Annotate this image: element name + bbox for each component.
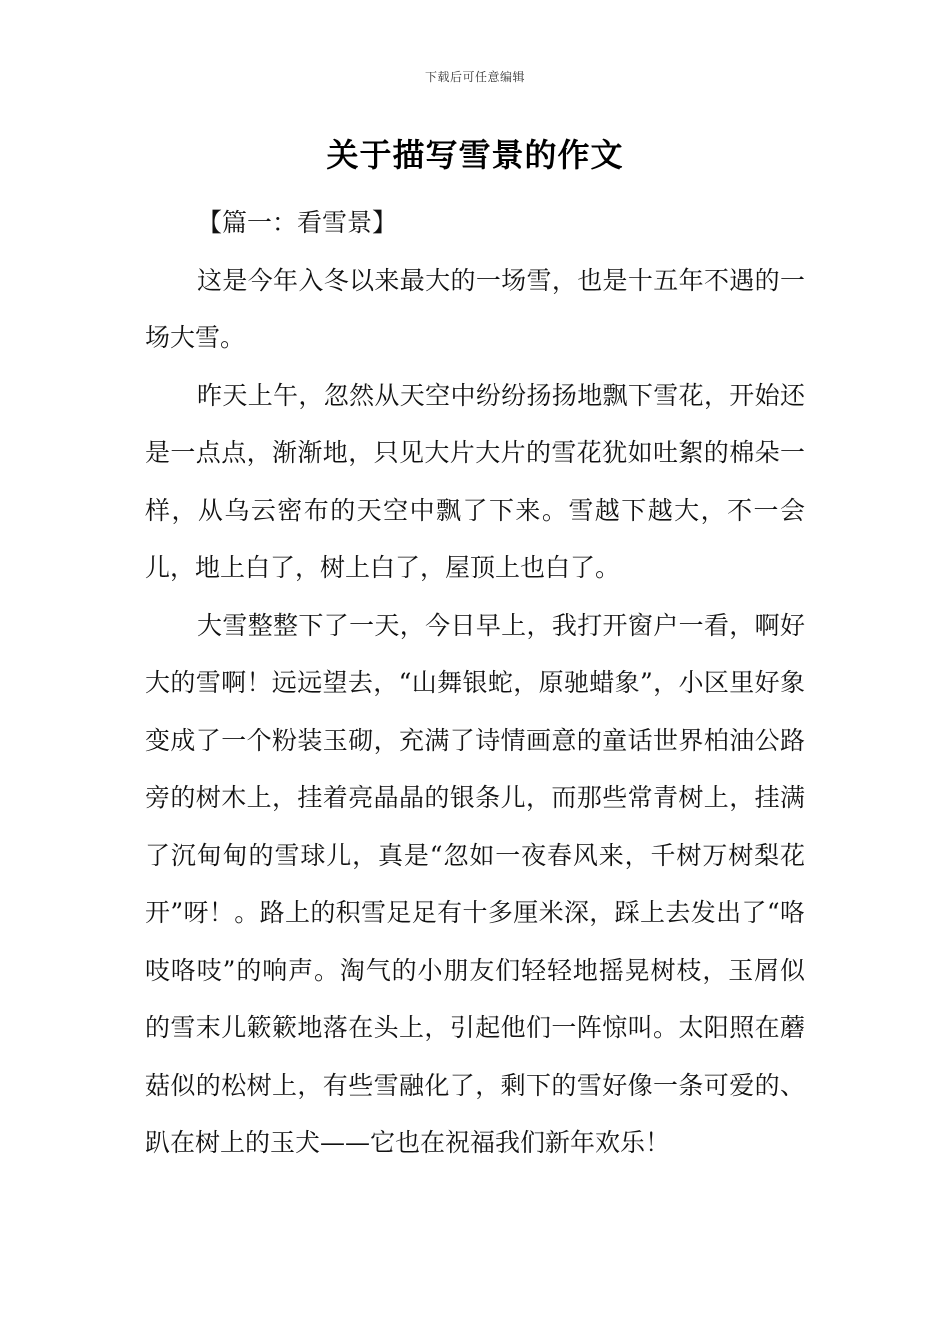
- paragraph: 昨天上午，忽然从天空中纷纷扬扬地飘下雪花，开始还是一点点，渐渐地，只见大片大片的雪花犹如吐絮的棉朵一样，从乌云密布的天空中飘了下来。雪越下越大，不一会儿，地上白了，树上白了，屋顶上也白了。: [145, 380, 805, 582]
- paragraph: 这是今年入冬以来最大的一场雪，也是十五年不遇的一场大雪。: [145, 265, 805, 352]
- header-note: 下载后可任意编辑: [424, 70, 525, 84]
- article-body: [145, 194, 805, 1172]
- document-title: 关于描写雪景的作文: [326, 136, 624, 174]
- section-heading: 【篇一：看雪景】: [197, 208, 398, 237]
- paragraph: 大雪整整下了一天，今日早上，我打开窗户一看，啊好大的雪啊！远远望去，“山舞银蛇，原驰蜡象”，小区里好象变成了一个粉装玉砌，充满了诗情画意的童话世界柏油公路旁的树木上，挂着亮晶晶的银条儿，而那些常青树上，挂满了沉甸甸的雪球儿，真是“忽如一夜春风来，千树万树梨花开”呀！。路上的积雪足足有十多厘米深，踩上去发出了“咯吱咯吱”的响声。淘气的小朋友们轻轻地摇晃树枝，玉屑似的雪末儿簌簌地落在头上，引起他们一阵惊叫。太阳照在蘑菇似的松树上，有些雪融化了，剩下的雪好像一条可爱的、趴在树上的玉犬——它也在祝福我们新年欢乐！: [145, 610, 805, 1157]
